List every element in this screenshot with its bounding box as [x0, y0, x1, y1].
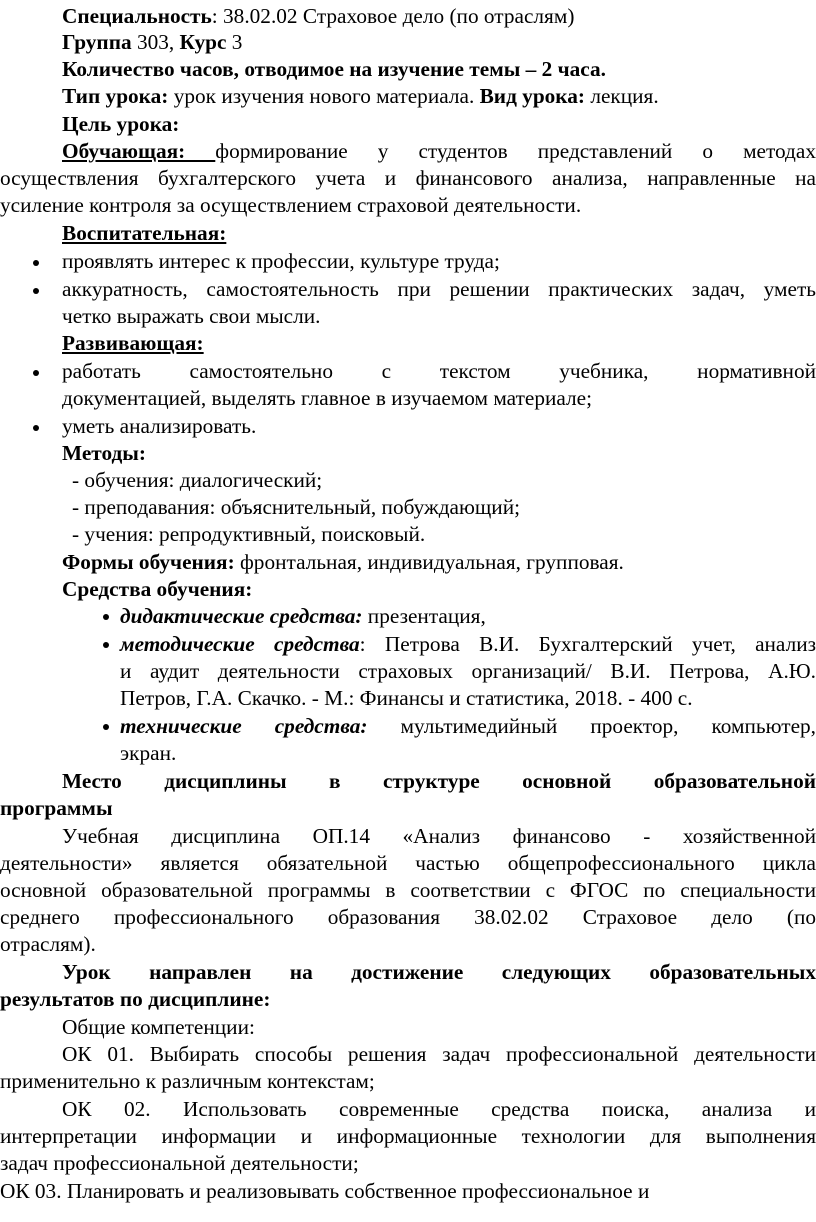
- tech-value: мультимедийный проектор, компьютер,: [367, 714, 816, 738]
- tech-label: технические средства:: [120, 714, 368, 738]
- goal-title: Цель урока:: [62, 112, 180, 136]
- teaching-label: Обучающая:: [62, 139, 216, 163]
- developing-label: Развивающая:: [62, 331, 204, 355]
- place-body-5: отраслям).: [0, 932, 96, 956]
- means-tech-line-2: экран.: [120, 741, 177, 765]
- means-method: [0, 630, 816, 658]
- ok01-line-1: ОК 01. Выбирать способы решения задач профессиональной деятельности: [62, 1042, 816, 1066]
- upbringing-item-2a: аккуратность, самостоятельность при решении практических задач, уметь: [62, 277, 816, 301]
- ok02-line-2: интерпретации информации и информационные технологии для выполнения: [0, 1124, 816, 1148]
- group-course-line: [0, 28, 816, 56]
- method-value: : Петрова В.И. Бухгалтерский учет, анализ: [359, 632, 816, 656]
- place-body-1: Учебная дисциплина ОП.14 «Анализ финансово - хозяйственной: [62, 824, 816, 848]
- lesson-type-value: урок изучения нового материала.: [168, 84, 480, 108]
- lesson-kind-value: лекция.: [585, 84, 659, 108]
- developing-item-2: уметь анализировать.: [62, 414, 257, 438]
- means-method-line-3: Петров, Г.А. Скачко. - М.: Финансы и статистика, 2018. - 400 с.: [120, 686, 693, 710]
- lesson-kind-label: Вид урока:: [479, 84, 585, 108]
- forms-line: [0, 548, 816, 576]
- didactic-value: презентация,: [362, 604, 486, 628]
- teaching-line-3: усиление контроля за осуществлением страховой деятельности.: [0, 193, 582, 217]
- developing-item-1a: работать самостоятельно с текстом учебника, нормативной: [62, 359, 816, 383]
- place-body-4: среднего профессионального образования 38.02.02 Страховое дело (по: [0, 905, 816, 929]
- specialty-value: : 38.02.02 Страховое дело (по отраслям): [211, 4, 575, 28]
- means-didactic: [0, 602, 816, 630]
- course-label: Курс: [179, 30, 227, 54]
- specialty-label: Специальность: [62, 4, 212, 28]
- means-method-line-2: и аудит деятельности страховых организаций/ В.И. Петрова, А.Ю.: [120, 659, 816, 683]
- upbringing-item-1: проявлять интерес к профессии, культуре труда;: [62, 249, 500, 273]
- upbringing-label: Воспитательная:: [62, 221, 227, 245]
- group-label: Группа: [62, 30, 132, 54]
- place-title-1: Место дисциплины в структуре основной образовательной: [62, 769, 816, 793]
- teaching-line-2: осуществления бухгалтерского учета и финансового анализа, направленные на: [0, 166, 816, 190]
- methods-item-2: - преподавания: объяснительный, побуждающий;: [72, 495, 521, 519]
- ok02-line-1: ОК 02. Использовать современные средства поиска, анализа и: [62, 1097, 816, 1121]
- means-title: Средства обучения:: [62, 577, 253, 601]
- place-body-2: деятельности» является обязательной частью общепрофессионального цикла: [0, 851, 816, 875]
- place-body-3: основной образовательной программы в соответствии с ФГОС по специальности: [0, 878, 816, 902]
- forms-label: Формы обучения:: [62, 550, 235, 574]
- teaching-text-1: формирование у студентов представлений о методах: [215, 139, 816, 163]
- results-title-1: Урок направлен на достижение следующих образовательных: [62, 960, 816, 984]
- upbringing-item-2b: четко выражать свои мысли.: [62, 304, 321, 328]
- means-tech: [0, 712, 816, 740]
- hours-line: Количество часов, отводимое на изучение темы – 2 часа.: [62, 57, 606, 81]
- methods-title: Методы:: [62, 441, 146, 465]
- ok01-line-2: применительно к различным контекстам;: [0, 1069, 375, 1093]
- forms-value: фронтальная, индивидуальная, групповая.: [234, 550, 624, 574]
- ok03-line-1: ОК 03. Планировать и реализовывать собственное профессиональное и: [0, 1179, 650, 1203]
- general-competencies: Общие компетенции:: [62, 1015, 255, 1039]
- method-label: методические средства: [120, 632, 360, 656]
- specialty-line: [0, 2, 816, 30]
- teaching-line-1: [0, 137, 816, 165]
- results-title-2: результатов по дисциплине:: [0, 987, 271, 1011]
- methods-item-3: - учения: репродуктивный, поисковый.: [72, 522, 426, 546]
- place-title-2: программы: [0, 796, 113, 820]
- course-value: 3: [226, 30, 243, 54]
- methods-item-1: - обучения: диалогический;: [72, 468, 323, 492]
- didactic-label: дидактические средства:: [120, 604, 363, 628]
- group-value: 303,: [131, 30, 180, 54]
- ok02-line-3: задач профессиональной деятельности;: [0, 1151, 359, 1175]
- lesson-type-line: [0, 82, 816, 110]
- lesson-type-label: Тип урока:: [62, 84, 169, 108]
- developing-item-1b: документацией, выделять главное в изучаемом материале;: [62, 386, 593, 410]
